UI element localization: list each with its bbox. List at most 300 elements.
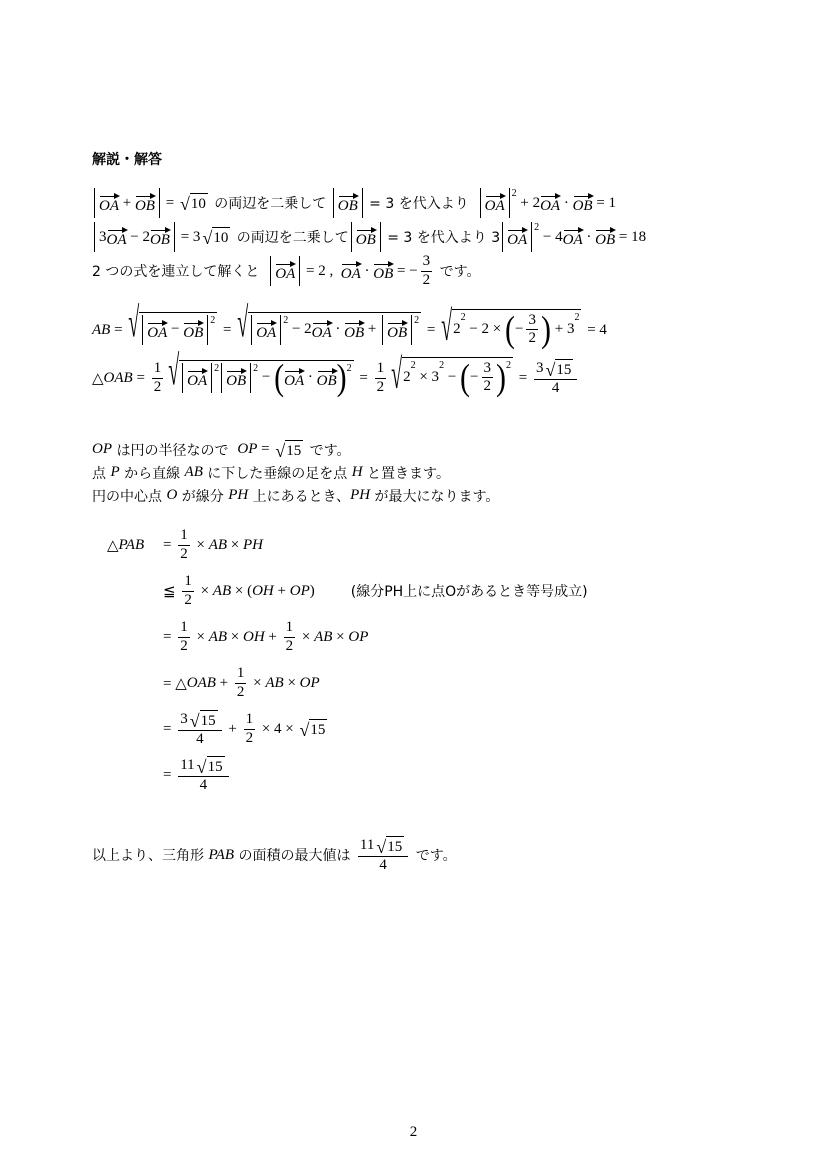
math-text: 1 <box>285 619 294 636</box>
conclusion-line <box>92 835 457 875</box>
fraction <box>421 253 433 289</box>
math-text: 3 <box>180 711 188 728</box>
left-paren: ( <box>460 356 471 398</box>
math-text: × <box>227 536 243 553</box>
math-text: 4 <box>379 857 387 873</box>
math-text: = <box>163 766 176 783</box>
math-text: 2 つの式を連立して解くと <box>92 264 269 280</box>
vector: OA <box>284 367 304 389</box>
math-variable: OP <box>289 582 310 599</box>
math-group <box>452 309 581 348</box>
math-text: 2 <box>422 271 431 288</box>
square-root <box>202 227 230 247</box>
math-text: に下した垂線の足を点 <box>202 465 352 482</box>
math-text: 上にあるとき、 <box>248 488 351 505</box>
derivation-row <box>107 752 588 798</box>
math-text: = 1 <box>592 194 617 211</box>
derivation-row <box>107 614 588 660</box>
math-text: が線分 <box>177 488 229 505</box>
fraction <box>358 836 408 875</box>
square-root <box>190 710 218 730</box>
math-text: + 3 <box>550 321 575 337</box>
math-text: = 3 を代入より 3 <box>382 230 501 246</box>
fraction <box>152 360 164 396</box>
math-text: = <box>515 369 531 386</box>
right-paren: ) <box>496 356 506 398</box>
square-root <box>441 303 581 350</box>
text-line <box>92 186 646 220</box>
parenthesis-group <box>274 356 347 398</box>
vector: OA <box>275 260 295 282</box>
math-text: · <box>582 228 596 245</box>
math-group <box>178 710 221 731</box>
math-group <box>163 710 329 749</box>
note-text: (線分PH上に点Oがあるとき等号成立) <box>350 584 588 600</box>
math-text: = − <box>393 262 418 279</box>
math-text: と置きます。 <box>362 465 450 482</box>
text-line <box>92 220 646 254</box>
math-text: + <box>215 674 232 691</box>
fraction <box>182 573 194 609</box>
math-text: 11 <box>359 837 375 854</box>
math-text: = <box>161 194 178 211</box>
math-text: 2 <box>376 378 385 395</box>
math-text: · <box>560 194 573 211</box>
math-group <box>163 619 368 655</box>
square-root <box>376 836 404 856</box>
math-text: + <box>264 628 281 645</box>
math-text: 2 <box>236 683 245 700</box>
square-root <box>300 719 328 739</box>
formula-block <box>92 300 607 402</box>
derivation <box>107 522 588 798</box>
math-text: = <box>423 321 440 338</box>
math-group <box>178 638 190 655</box>
math-text: − 2 × <box>465 321 506 337</box>
intro-block <box>92 186 646 288</box>
math-group <box>470 360 496 396</box>
vector: OA <box>341 260 361 282</box>
math-variable: OAB <box>186 674 216 691</box>
vector: OB <box>135 192 155 214</box>
fraction <box>178 756 228 795</box>
math-text: 4 <box>196 731 204 747</box>
math-group <box>284 619 296 637</box>
vector: OB <box>150 226 170 248</box>
derivation-lhs <box>107 536 163 555</box>
math-group <box>92 222 646 252</box>
math-text: から直線 <box>119 465 185 482</box>
vector: OA <box>107 226 127 248</box>
math-text: 2 <box>153 378 162 395</box>
superscript: 2 <box>283 314 289 326</box>
math-text: 3 <box>99 228 107 245</box>
superscript: 2 <box>574 311 580 323</box>
math-group <box>182 573 194 591</box>
math-group <box>178 527 190 545</box>
section-heading: 解説・解答 <box>92 152 162 168</box>
math-text: − <box>167 321 184 337</box>
math-text: 点 <box>92 465 111 482</box>
math-text: · <box>304 369 317 385</box>
math-group <box>92 836 457 875</box>
radical-sign: √ <box>441 303 453 350</box>
vector: OB <box>344 319 364 341</box>
math-group <box>235 665 247 683</box>
radical-sign: √ <box>545 360 556 380</box>
math-group <box>421 253 433 271</box>
math-text: 10 <box>190 196 206 212</box>
math-text: × <box>249 674 266 691</box>
math-text: です。 <box>435 264 481 280</box>
math-text: × <box>332 628 349 645</box>
math-text: 3 <box>535 360 544 377</box>
math-group <box>482 360 494 378</box>
math-variable: OP <box>92 441 112 457</box>
math-variable: H <box>351 464 363 480</box>
absolute-value <box>221 363 251 393</box>
derivation-row <box>107 706 588 752</box>
left-paren: ( <box>274 356 285 398</box>
math-variable: PAB <box>208 846 235 863</box>
math-text: − <box>470 369 479 385</box>
fraction <box>244 711 256 747</box>
right-paren: ) <box>336 356 347 398</box>
math-variable: AB <box>265 674 284 691</box>
math-variable: P <box>110 464 120 480</box>
math-text: · <box>360 262 374 279</box>
absolute-value <box>351 222 381 252</box>
math-variable: AB <box>92 321 111 338</box>
derivation-row <box>107 522 588 568</box>
derivation-row <box>107 660 588 706</box>
math-group <box>163 573 588 609</box>
math-text: 1 <box>184 573 192 590</box>
math-group <box>163 527 263 563</box>
math-text: 円の中心点 <box>92 488 167 505</box>
math-variable: AB <box>208 628 228 645</box>
math-text: = <box>163 628 176 645</box>
math-text: 1 <box>153 360 162 377</box>
math-group <box>152 360 164 378</box>
math-text: 15 <box>310 722 326 738</box>
absolute-value <box>182 363 212 393</box>
math-group <box>200 710 218 730</box>
math-text: 15 <box>200 712 216 729</box>
math-group <box>190 193 208 213</box>
math-text: 2 <box>403 369 411 385</box>
square-root <box>168 348 353 398</box>
vector: OA <box>563 226 583 248</box>
left-paren: ( <box>505 308 516 350</box>
radical-sign: √ <box>128 300 140 347</box>
math-group <box>107 536 144 555</box>
math-text: = △ <box>163 675 187 692</box>
math-variable: AB <box>208 536 228 553</box>
radical-sign: √ <box>189 711 200 731</box>
vector: OA <box>187 367 207 389</box>
math-text: = <box>257 441 274 457</box>
math-text: 1 <box>180 527 188 544</box>
parenthesis-group <box>505 308 551 350</box>
math-text: + <box>224 720 241 737</box>
fraction <box>178 710 221 749</box>
math-group <box>402 357 513 396</box>
math-text: = <box>163 536 176 553</box>
math-text: 2 <box>180 637 188 654</box>
math-text: 1 <box>376 360 385 377</box>
math-variable: AB <box>314 628 333 645</box>
math-text: × ( <box>231 582 253 599</box>
vector: OB <box>373 260 393 282</box>
math-group <box>163 665 320 701</box>
absolute-value <box>251 315 281 345</box>
math-text: 2 <box>180 545 188 562</box>
math-variable: OP <box>348 628 369 645</box>
math-text: − 4 <box>539 228 563 245</box>
radical-sign: √ <box>299 720 310 740</box>
math-text: △ <box>107 537 119 554</box>
math-text: 2 <box>245 729 254 746</box>
math-group <box>358 836 408 857</box>
math-text: × <box>283 674 300 691</box>
math-group <box>421 272 433 289</box>
fraction <box>235 665 247 701</box>
math-variable: OP <box>237 441 258 457</box>
vector: OB <box>595 226 615 248</box>
math-text: + <box>364 321 381 337</box>
math-text: − <box>258 369 275 385</box>
square-root <box>391 351 513 398</box>
vector: OA <box>312 319 332 341</box>
math-variable: PH <box>242 536 263 553</box>
absolute-value <box>502 222 532 252</box>
math-group <box>92 463 450 483</box>
math-text: ) <box>309 582 315 599</box>
math-text: です。 <box>411 848 457 864</box>
math-text: = 18 <box>615 228 647 245</box>
radical-sign: √ <box>168 348 180 395</box>
math-text: △ <box>92 370 104 387</box>
math-text: = <box>219 321 236 338</box>
math-text: の面積の最大値は <box>234 848 355 864</box>
math-group <box>550 380 562 397</box>
radical-sign: √ <box>376 837 387 857</box>
fraction <box>534 359 577 398</box>
radical-sign: √ <box>391 351 403 398</box>
fraction <box>284 619 296 655</box>
math-text: 3 <box>528 311 536 328</box>
square-root <box>180 193 208 213</box>
vector: OB <box>317 367 337 389</box>
math-group <box>207 756 225 776</box>
math-group <box>235 684 247 701</box>
superscript: 2 <box>214 362 220 374</box>
math-text: = <box>355 369 372 386</box>
math-group <box>182 592 194 609</box>
math-group <box>284 638 296 655</box>
math-group <box>178 619 190 637</box>
math-text: 1 <box>236 665 245 682</box>
vector: OA <box>485 192 505 214</box>
math-text: = <box>110 321 127 338</box>
math-variable: O <box>166 487 178 503</box>
vector: OB <box>356 226 376 248</box>
math-text: 15 <box>286 442 302 459</box>
math-text: 以上より、三角形 <box>92 848 209 864</box>
math-text: 3 <box>483 359 491 376</box>
math-group <box>515 312 541 348</box>
math-text: = 3 を代入より <box>364 196 478 212</box>
math-text: 15 <box>387 838 403 855</box>
fraction <box>375 360 387 396</box>
math-text: × <box>227 628 243 645</box>
math-text: 2 <box>483 378 491 394</box>
vector: OA <box>507 226 527 248</box>
superscript: 2 <box>534 222 540 233</box>
math-text: − 2 <box>126 228 150 245</box>
math-group <box>555 359 573 379</box>
math-group <box>377 857 389 874</box>
math-text: × <box>192 628 209 645</box>
math-variable: OAB <box>103 369 133 386</box>
math-group <box>244 711 256 729</box>
math-text: 1 <box>245 711 254 728</box>
math-group <box>92 188 616 218</box>
fraction <box>178 619 190 655</box>
math-text: − 2 <box>288 321 312 337</box>
math-text: × <box>196 582 213 599</box>
superscript: 2 <box>506 359 511 371</box>
math-text: − <box>444 369 461 385</box>
math-group <box>526 312 538 330</box>
superscript: 2 <box>210 314 216 326</box>
math-text: + 2 <box>516 194 541 211</box>
vector: OB <box>387 319 407 341</box>
vector: OB <box>183 319 203 341</box>
vector: OA <box>256 319 276 341</box>
math-text: = <box>132 369 149 386</box>
square-root <box>197 756 225 776</box>
math-text: 1 <box>180 619 188 636</box>
math-text: 2 <box>285 637 294 654</box>
math-variable: PH <box>228 487 249 503</box>
text-line <box>92 254 646 288</box>
math-text: ≦ <box>163 583 180 600</box>
math-group <box>152 379 164 396</box>
superscript: 2 <box>439 359 445 371</box>
math-variable: PAB <box>118 536 145 553</box>
math-group <box>526 330 538 347</box>
math-group <box>163 756 232 795</box>
vector: OB <box>573 192 593 214</box>
math-text: 15 <box>207 758 223 775</box>
explanation-text <box>92 438 499 507</box>
math-group <box>92 486 499 506</box>
math-text: 2 <box>184 591 192 608</box>
math-group <box>309 719 327 739</box>
math-group <box>179 356 353 398</box>
math-group <box>198 777 210 794</box>
math-text: が最大になります。 <box>370 488 500 505</box>
fraction <box>526 312 538 348</box>
math-text: = 3 <box>176 228 201 245</box>
math-group <box>284 367 337 389</box>
radical-sign: √ <box>275 440 286 461</box>
absolute-value <box>333 188 363 218</box>
absolute-value <box>94 188 160 218</box>
text-line <box>92 438 499 461</box>
derivation-row <box>107 568 588 614</box>
absolute-value <box>270 256 300 286</box>
math-variable: OP <box>299 674 320 691</box>
vector: OB <box>338 192 358 214</box>
square-root <box>545 359 573 379</box>
math-text: · <box>331 321 345 337</box>
math-group <box>386 836 404 856</box>
math-text: × 4 × <box>258 720 298 737</box>
math-group <box>212 227 230 247</box>
superscript: 2 <box>460 311 466 323</box>
math-text: 3 <box>422 253 431 270</box>
math-text: 4 <box>199 777 208 793</box>
radical-sign: √ <box>196 757 207 777</box>
math-variable: OH <box>252 582 274 599</box>
math-text: 15 <box>556 361 572 378</box>
absolute-value <box>480 188 510 218</box>
superscript: 2 <box>253 362 259 374</box>
superscript: 2 <box>511 188 517 199</box>
math-group <box>534 359 577 380</box>
math-group <box>482 378 494 395</box>
math-text: − <box>515 321 524 337</box>
math-text: + <box>273 582 290 599</box>
right-paren: ) <box>540 308 551 350</box>
radical-sign: √ <box>179 194 190 214</box>
superscript: 2 <box>410 359 416 371</box>
math-group <box>178 546 190 563</box>
math-text: = 4 <box>583 321 607 338</box>
math-variable: AB <box>212 582 232 599</box>
math-text: + <box>119 194 135 211</box>
math-text: です。 <box>305 442 351 459</box>
math-text: 10 <box>213 230 229 246</box>
math-text: 2 <box>453 321 461 337</box>
math-group <box>92 348 580 398</box>
absolute-value <box>94 222 175 252</box>
vector: OA <box>540 192 560 214</box>
vector: OB <box>226 367 246 389</box>
math-text: × 3 <box>415 369 440 385</box>
text-line <box>92 461 499 484</box>
math-variable: OH <box>242 628 265 645</box>
text-line <box>92 484 499 507</box>
math-group <box>285 440 303 460</box>
text-line <box>92 348 607 402</box>
math-text: 11 <box>180 757 195 774</box>
math-group <box>194 731 206 748</box>
math-group <box>92 440 351 460</box>
math-group <box>92 253 481 289</box>
parenthesis-group <box>460 356 506 398</box>
math-group <box>178 756 228 777</box>
math-text: = <box>163 720 176 737</box>
math-group <box>244 730 256 747</box>
vector: OA <box>99 192 119 214</box>
radical-sign: √ <box>202 228 213 248</box>
math-text: の両辺を二乗して <box>209 196 331 212</box>
page-number: 2 <box>409 1124 418 1140</box>
